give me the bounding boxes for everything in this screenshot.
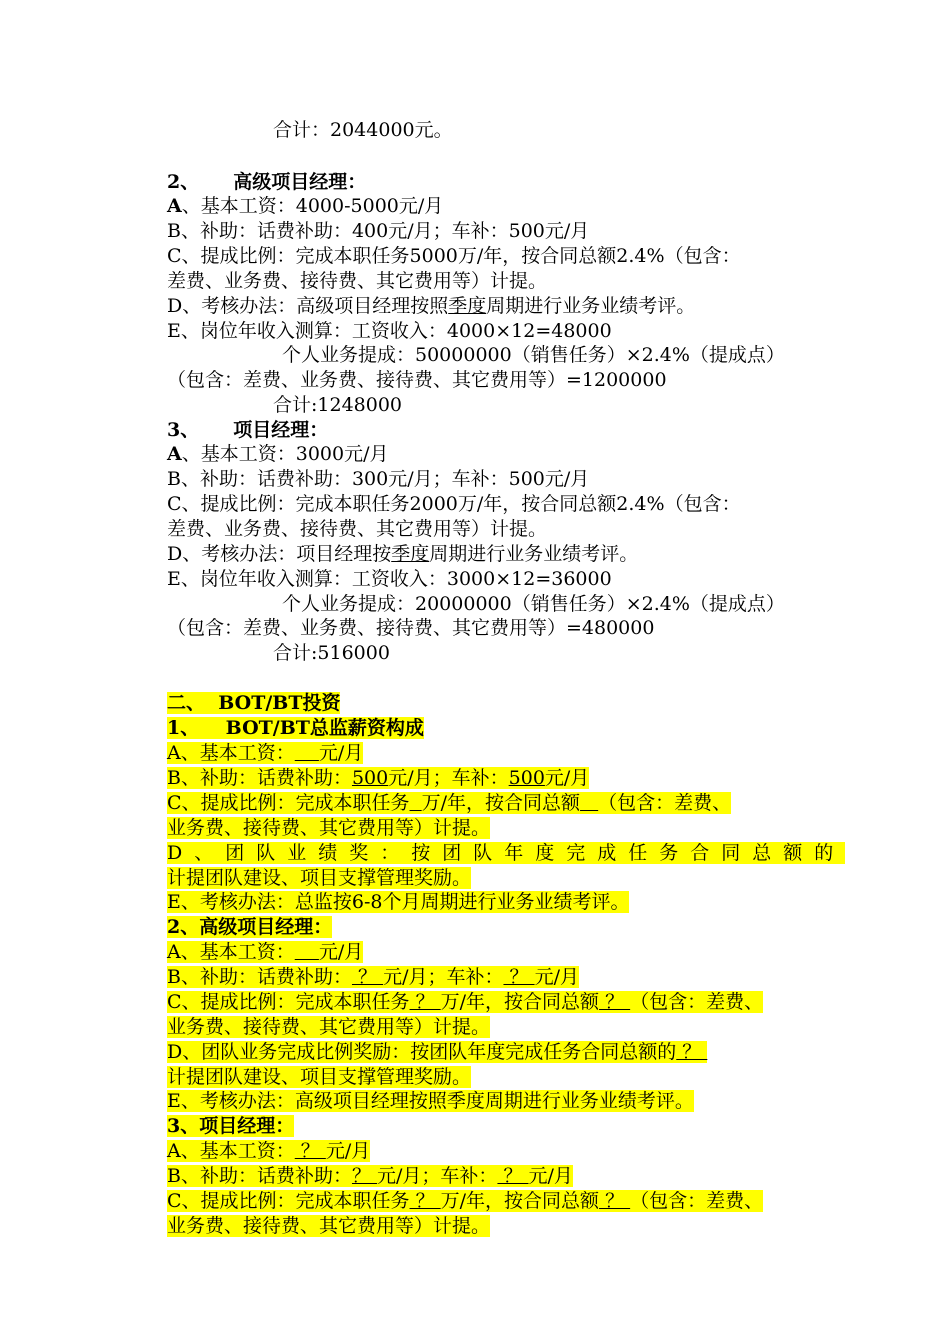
pm-base-salary: A、基本工资：3000元/月 xyxy=(167,443,389,465)
bot-senior-heading: 2、高级项目经理： xyxy=(167,916,333,938)
bot-pm-base-salary: A、基本工资： ？ 元/月 xyxy=(167,1140,371,1162)
bot-director-heading: 1、 BOT/BT总监薪资构成 xyxy=(167,717,424,739)
senior-income: E、岗位年收入测算：工资收入：4000×12=48000 xyxy=(167,320,612,342)
pm-income: E、岗位年收入测算：工资收入：3000×12=36000 xyxy=(167,568,612,590)
senior-income-cont: （包含：差费、业务费、接待费、其它费用等）=1200000 xyxy=(167,369,667,391)
senior-income-commission: 个人业务提成：50000000（销售任务）×2.4%（提成点） xyxy=(282,344,785,366)
senior-base-salary: A、基本工资：4000-5000元/月 xyxy=(167,195,444,217)
pm-assessment: D、考核办法：项目经理按季度周期进行业务业绩考评。 xyxy=(167,543,639,565)
bot-section-heading: 二、 BOT/BT投资 xyxy=(167,692,341,714)
pm-income-commission: 个人业务提成：20000000（销售任务）×2.4%（提成点） xyxy=(282,593,785,615)
bot-pm-allowance: B、补助：话费补助：？ 元/月；车补： ？ 元/月 xyxy=(167,1165,573,1187)
senior-total: 合计:1248000 xyxy=(273,394,403,416)
senior-commission: C、提成比例：完成本职任务5000万/年，按合同总额2.4%（包含： xyxy=(167,245,741,267)
pm-income-cont: （包含：差费、业务费、接待费、其它费用等）=480000 xyxy=(167,617,655,639)
bot-senior-allowance: B、补助：话费补助： ？ 元/月；车补： ？ 元/月 xyxy=(167,966,579,988)
senior-allowance: B、补助：话费补助：400元/月；车补：500元/月 xyxy=(167,220,590,242)
bot-director-team-bonus-cont: 计提团队建设、项目支撑管理奖励。 xyxy=(167,867,472,889)
bot-director-assessment: E、考核办法：总监按6-8个月周期进行业务业绩考评。 xyxy=(167,891,630,913)
bot-senior-base-salary: A、基本工资： 元/月 xyxy=(167,941,364,963)
bot-senior-commission-cont: 业务费、接待费、其它费用等）计提。 xyxy=(167,1016,491,1038)
bot-director-commission-cont: 业务费、接待费、其它费用等）计提。 xyxy=(167,817,491,839)
senior-pm-heading: 2、 高级项目经理： xyxy=(167,171,367,193)
bot-senior-assessment: E、考核办法：高级项目经理按照季度周期进行业务业绩考评。 xyxy=(167,1090,694,1112)
total-line-1: 合计：2044000元。 xyxy=(273,119,453,141)
bot-pm-commission-cont: 业务费、接待费、其它费用等）计提。 xyxy=(167,1215,491,1237)
pm-commission-cont: 差费、业务费、接待费、其它费用等）计提。 xyxy=(167,518,548,540)
bot-pm-heading: 3、项目经理： xyxy=(167,1115,295,1137)
pm-heading: 3、 项目经理： xyxy=(167,419,329,441)
senior-commission-cont: 差费、业务费、接待费、其它费用等）计提。 xyxy=(167,270,548,292)
pm-allowance: B、补助：话费补助：300元/月；车补：500元/月 xyxy=(167,468,590,490)
pm-total: 合计:516000 xyxy=(273,642,390,664)
bot-director-team-bonus: D、团队业绩奖：按团队年度完成任务合同总额的 xyxy=(167,842,846,864)
bot-senior-commission: C、提成比例：完成本职任务 ？ 万/年，按合同总额 ？ （包含：差费、 xyxy=(167,991,764,1013)
bot-pm-commission: C、提成比例：完成本职任务 ？ 万/年，按合同总额 ？ （包含：差费、 xyxy=(167,1190,764,1212)
bot-senior-team-bonus-cont: 计提团队建设、项目支撑管理奖励。 xyxy=(167,1066,472,1088)
bot-senior-team-bonus: D、团队业务完成比例奖励：按团队年度完成任务合同总额的 ？ xyxy=(167,1041,708,1063)
senior-assessment: D、考核办法：高级项目经理按照季度周期进行业务业绩考评。 xyxy=(167,295,696,317)
bot-director-allowance: B、补助：话费补助：500元/月；车补：500元/月 xyxy=(167,767,590,789)
bot-director-base-salary: A、基本工资： 元/月 xyxy=(167,742,364,764)
pm-commission: C、提成比例：完成本职任务2000万/年，按合同总额2.4%（包含： xyxy=(167,493,741,515)
bot-director-commission: C、提成比例：完成本职任务 万/年，按合同总额 （包含：差费、 xyxy=(167,792,732,814)
